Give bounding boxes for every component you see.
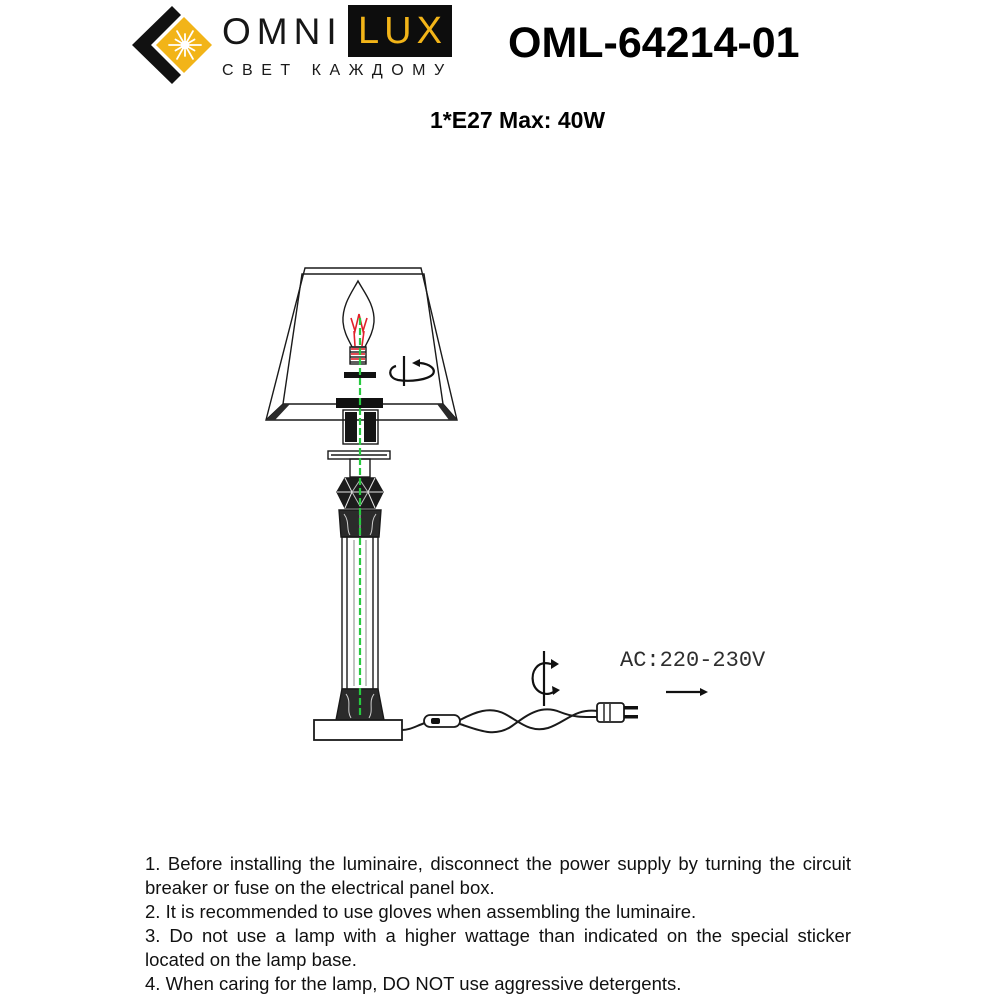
power-plug bbox=[597, 703, 638, 722]
instruction-item: 2. It is recommended to use gloves when assembling the luminaire. bbox=[145, 901, 697, 922]
bulb-spec: 1*E27 Max: 40W bbox=[430, 107, 606, 133]
inline-switch bbox=[424, 715, 460, 727]
model-number: OML-64214-01 bbox=[508, 19, 800, 67]
instructions-list bbox=[145, 852, 851, 996]
instruction-item: 3. Do not use a lamp with a higher wattage than indicated on the special sticker located on the lamp base. bbox=[145, 925, 851, 970]
candle-bulb bbox=[343, 281, 374, 364]
instruction-item: 4. When caring for the lamp, DO NOT use aggressive detergents. bbox=[145, 973, 682, 994]
rotate-icon bbox=[390, 356, 434, 386]
instruction-item: 1. Before installing the luminaire, disconnect the power supply by turning the circuit breaker or fuse on the electrical panel box. bbox=[145, 853, 851, 898]
brand-name-lux: LUX bbox=[358, 10, 447, 52]
sun-diamond-icon bbox=[132, 6, 212, 84]
lamp-base bbox=[314, 720, 402, 740]
power-cord bbox=[402, 723, 425, 730]
voltage-label: AC:220-230V bbox=[620, 648, 766, 673]
brand-lux-badge bbox=[348, 5, 452, 57]
rotate-icon bbox=[533, 651, 560, 706]
brand-tagline: СВЕТ КАЖДОМУ bbox=[222, 62, 453, 79]
brand-name-omni: OMNI bbox=[222, 11, 343, 52]
power-cord-twist bbox=[460, 709, 598, 732]
arrow-right-icon bbox=[666, 688, 708, 696]
